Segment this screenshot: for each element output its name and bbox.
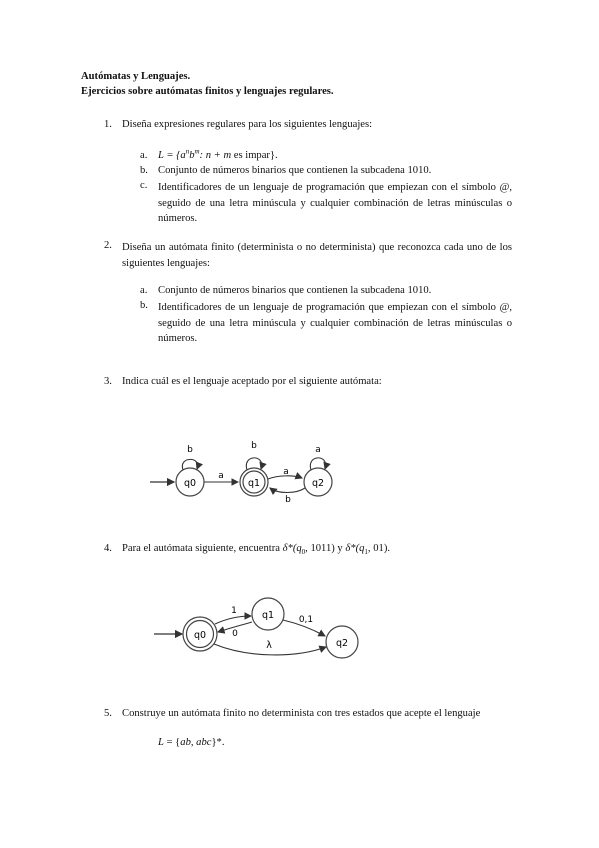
q5-text: Construye un autómata finito no determinista con tres estados que acepte el lenguaje [122,708,481,719]
q4-edge-q0-q1 [215,616,251,624]
q4-delta-1: δ*( [282,543,297,554]
q3-loop-q1-label: b [251,441,257,451]
q2-item-a-marker: a. [140,285,148,296]
q4-q0-label: q0 [193,630,207,641]
q3-edge-q2-q1-label: b [285,495,291,504]
q4-arg-1: , 1011) y [305,543,346,554]
q2-item-a-text: Conjunto de números binarios que contienen la subcadena 1010. [158,285,432,296]
q1-item-c-marker: c. [140,180,148,191]
q4-text-pre: Para el autómata siguiente, encuentra [122,543,283,554]
document-subtitle: Ejercicios sobre autómatas finitos y lenguajes regulares. [81,86,334,97]
q3-loop-q0-label: b [187,445,193,455]
q3-q0-label: q0 [183,478,197,489]
q4-text [122,543,390,557]
q3-text: Indica cuál es el lenguaje aceptado por el siguiente autómata: [122,376,382,387]
q2-item-b-marker: b. [140,300,148,311]
q4-q1-label: q1 [261,610,275,621]
q3-q1-label: q1 [247,478,261,489]
q4-delta-2: δ*( [345,543,360,554]
q3-loop-q2-label: a [315,445,321,455]
q1-item-c-text: Identificadores de un lenguaje de programación que empiezan con el símbolo @, seguido de una letra minúscula y cualquier combinación de letras minúsculas o números. [158,182,512,224]
q1-cond-text: es impar}. [231,150,278,161]
q4-arg-2: , 01). [367,543,390,554]
q1-base-a: a [180,150,186,161]
q4-edge-q0-q2-label: λ [266,640,272,651]
q1-lang-lhs: L = { [158,150,181,161]
q4-q-sym-2: q [359,543,365,554]
q1-text: Diseña expresiones regulares para los siguientes lenguajes: [122,119,373,130]
q3-edge-q1-q2-label: a [283,467,289,477]
q3-automaton-diagram [140,432,350,504]
q3-edge-q0-q1-label: a [218,471,224,481]
q5-formula-mid: = { [163,737,181,748]
q3-q2-label: q2 [311,478,325,489]
document-title: Autómatas y Lenguajes. [81,71,191,82]
q2-item-b-text: Identificadores de un lenguaje de programación que empiezan con el símbolo @, seguido de una letra minúscula y cualquier combinación de letras minúsculas o números. [158,302,512,344]
q5-formula-abc: abc [196,737,212,748]
q3-number: 3. [104,376,112,387]
q4-sub-1: 1 [364,548,368,557]
q2-number: 2. [104,240,112,251]
q5-number: 5. [104,708,112,719]
q4-edge-q1-q0-label: 0 [232,629,238,639]
q4-automaton-diagram [148,592,368,664]
q4-edge-q1-q2-label: 0,1 [298,615,314,625]
q4-q-sym-1: q [296,543,302,554]
q1-item-a-marker: a. [140,150,148,161]
q5-formula [158,737,224,748]
q1-base-b: b [189,150,195,161]
q4-number: 4. [104,543,112,554]
q3-edge-q2-q1 [270,488,305,493]
q2-text: Diseña un autómata finito (determinista o no determinista) que reconozca cada uno de los siguientes lenguajes: [122,242,512,269]
q1-exp-n: n [185,147,190,156]
q4-edge-q0-q1-label: 1 [231,606,237,616]
q1-cond-vars: : n + m [199,150,232,161]
q5-formula-comma: , [190,737,197,748]
q4-sub-0: 0 [301,548,306,557]
q5-formula-end: }*. [211,737,225,748]
q5-formula-lhs: L [158,737,164,748]
q1-item-b-marker: b. [140,165,148,176]
q1-number: 1. [104,119,112,130]
q4-q2-label: q2 [335,638,349,649]
q5-formula-ab: ab [180,737,191,748]
q1-item-a-text [158,147,278,161]
q1-exp-m: m [194,147,200,156]
q1-item-b-text: Conjunto de números binarios que contienen la subcadena 1010. [158,165,432,176]
